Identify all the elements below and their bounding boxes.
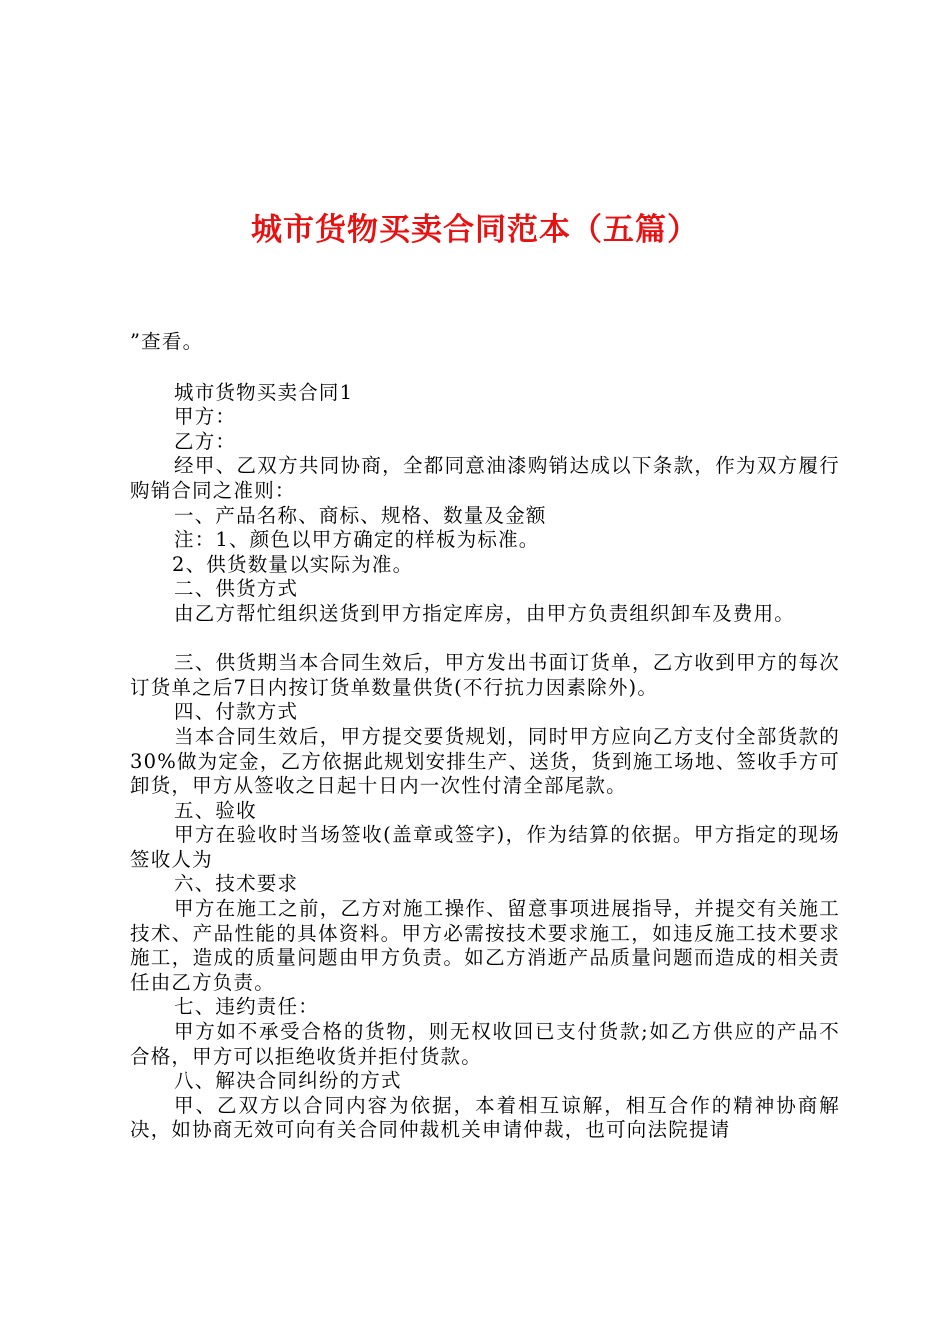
section-4-heading: 四、付款方式 xyxy=(174,700,299,724)
section-8-heading: 八、解决合同纠纷的方式 xyxy=(174,1069,402,1093)
preamble-paragraph: 经甲、乙双方共同协商，全都同意油漆购销达成以下条款，作为双方履行购销合同之准则： xyxy=(130,454,840,502)
contract-heading: 城市货物买卖合同1 xyxy=(174,380,354,404)
section-5-heading: 五、验收 xyxy=(174,798,257,822)
document-title: 城市货物买卖合同范本（五篇） xyxy=(251,212,699,248)
party-b-line: 乙方： xyxy=(174,429,237,453)
section-5-paragraph: 甲方在验收时当场签收(盖章或签字)，作为结算的依据。甲方指定的现场签收人为 xyxy=(130,823,840,871)
section-4-paragraph: 当本合同生效后，甲方提交要货规划，同时甲方应向乙方支付全部货款的30%做为定金，乙方依据此规划安排生产、送货，货到施工场地、签收手方可卸货，甲方从签收之日起十日内一次性付清全部尾款。 xyxy=(130,724,840,798)
section-1-heading: 一、产品名称、商标、规格、数量及金额 xyxy=(174,503,547,527)
section-8-paragraph: 甲、乙双方以合同内容为依据，本着相互谅解，相互合作的精神协商解决，如协商无效可向有关合同仲裁机关申请仲裁，也可向法院提请 xyxy=(130,1093,840,1142)
section-7-paragraph: 甲方如不承受合格的货物，则无权收回已支付货款;如乙方供应的产品不合格，甲方可以拒绝收货并拒付货款。 xyxy=(130,1020,840,1068)
note-2-line: 2、供货数量以实际为准。 xyxy=(172,552,414,576)
section-2-paragraph: 由乙方帮忙组织送货到甲方指定库房，由甲方负责组织卸车及费用。 xyxy=(174,601,796,625)
document-body xyxy=(130,330,840,1143)
section-3-paragraph: 三、供货期当本合同生效后，甲方发出书面订货单，乙方收到甲方的每次订货单之后7日内按订货单数量供货(不行抗力因素除外)。 xyxy=(130,651,840,699)
section-2-heading: 二、供货方式 xyxy=(174,577,299,601)
section-6-paragraph: 甲方在施工之前，乙方对施工操作、留意事项进展指导，并提交有关施工技术、产品性能的具体资料。甲方必需按技术要求施工，如违反施工技术要求施工，造成的质量问题由甲方负责。如乙方消逝产品质量问题而造成的相关责任由乙方负责。 xyxy=(130,897,840,994)
section-6-heading: 六、技术要求 xyxy=(174,872,299,896)
note-1-line: 注：1、颜色以甲方确定的样板为标准。 xyxy=(174,528,540,552)
section-7-heading: 七、违约责任： xyxy=(174,995,319,1019)
lead-line: ”查看。 xyxy=(130,330,204,353)
party-a-line: 甲方： xyxy=(174,405,237,429)
